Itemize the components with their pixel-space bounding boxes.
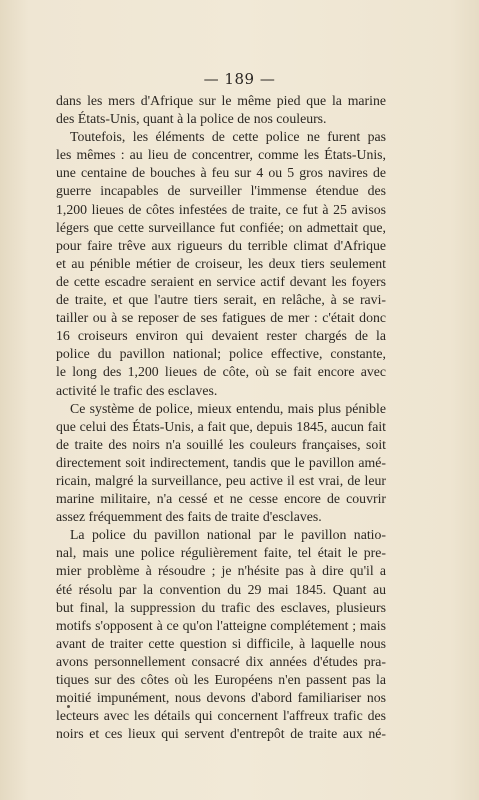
paragraph xyxy=(56,526,386,743)
text-line: police du pavillon national; police effective, constante, xyxy=(56,346,386,362)
text-line: assez fréquemment des faits de traite d'esclaves. xyxy=(56,509,322,525)
text-line: le long des 1,200 lieues de côte, où se fait encore avec xyxy=(56,364,386,380)
text-line: légers que cette surveillance fut confiée; on admettait que, xyxy=(56,219,386,235)
text-line: activité le trafic des esclaves. xyxy=(56,382,218,398)
text-line: marine militaire, n'a cessé et ne cesse encore de couvrir xyxy=(56,491,386,507)
text-line: mier problème à résoudre ; je n'hésite pas à dire qu'il a xyxy=(56,563,386,579)
text-line: La police du pavillon national par le pavillon natio- xyxy=(70,527,386,543)
text-line: de traite des noirs n'a souillé les couleurs françaises, soit xyxy=(56,436,386,452)
text-line: été résolu par la convention du 29 mai 1845. Quant au xyxy=(56,581,386,597)
text-line: avons personnellement consacré dix années d'études pra- xyxy=(56,653,386,669)
text-line: des États-Unis, quant à la police de nos couleurs. xyxy=(56,111,327,127)
text-line: de cette escadre seraient en service actif devant les foyers xyxy=(56,273,386,289)
text-line: 1,200 lieues de côtes infestées de traite, ce fut à 25 avisos xyxy=(56,201,386,217)
text-line: Toutefois, les éléments de cette police ne furent pas xyxy=(70,129,386,145)
ink-speck xyxy=(67,705,70,708)
text-line: ricain, malgré la surveillance, peu active il est vrai, de leur xyxy=(56,472,386,488)
text-line: moitié impunément, nous devons d'abord familiariser nos xyxy=(56,690,386,706)
text-line: tailler ou à se reposer de ses fatigues de mer : c'était donc xyxy=(56,310,386,326)
text-line: lecteurs avec les détails qui concernent l'affreux trafic des xyxy=(56,708,386,724)
text-line: directement soit indirectement, tandis que le pavillon amé- xyxy=(56,454,386,470)
text-line: Ce système de police, mieux entendu, mais plus pénible xyxy=(70,400,386,416)
text-line: que celui des États-Unis, a fait que, depuis 1845, aucun fait xyxy=(56,418,386,434)
text-line: but final, la suppression du trafic des esclaves, plusieurs xyxy=(56,599,386,615)
text-line: pour faire trêve aux rigueurs du terrible climat d'Afrique xyxy=(56,237,386,253)
text-line: guerre incapables de surveiller l'immense étendue des xyxy=(56,183,386,199)
text-line: une centaine de bouches à feu sur 4 ou 5 gros navires de xyxy=(56,165,386,181)
text-line: dans les mers d'Afrique sur le même pied que la marine xyxy=(56,93,386,108)
text-line: les mêmes : au lieu de concentrer, comme les États-Unis, xyxy=(56,147,386,163)
paragraph xyxy=(56,128,386,399)
paragraph xyxy=(56,92,386,128)
text-line: motifs s'opposent à ce qu'on l'atteigne complétement ; mais xyxy=(56,617,386,633)
text-line: de traite, et que l'autre tiers serait, en relâche, à se ravi- xyxy=(56,292,386,308)
page-number: — 189 — xyxy=(203,70,276,88)
paragraph xyxy=(56,400,386,527)
body-text xyxy=(56,92,386,743)
text-line: nal, mais une police régulièrement faite, tel était le pre- xyxy=(56,545,386,561)
text-line: tiques sur des côtes où les Européens n'en passent pas la xyxy=(56,672,386,687)
text-line: et au pénible métier de croiseur, les deux tiers seulement xyxy=(56,255,386,271)
text-line: noirs et ces lieux qui servent d'entrepôt de traite aux né- xyxy=(56,726,386,742)
text-line: avant de traiter cette question si difficile, à laquelle nous xyxy=(56,635,386,651)
text-line: 16 croiseurs environ qui devaient rester chargés de la xyxy=(56,328,386,344)
